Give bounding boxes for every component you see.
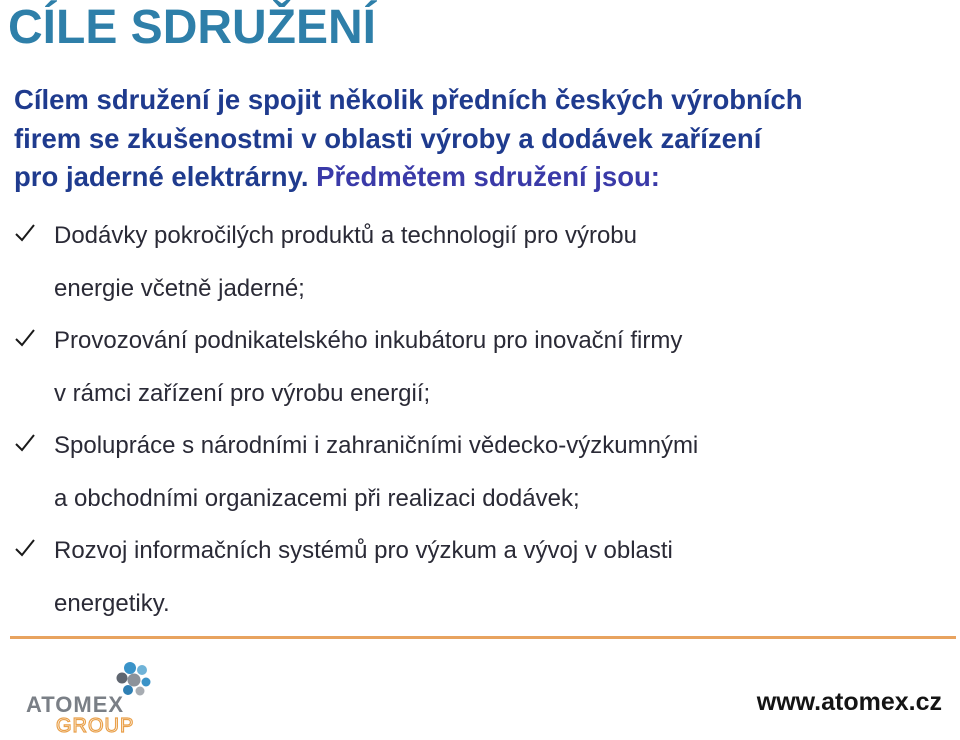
checkmark-icon bbox=[14, 222, 36, 244]
checkmark-icon bbox=[14, 537, 36, 559]
intro-line-2: firem se zkušenostmi v oblasti výroby a dodávek zařízení bbox=[14, 122, 762, 154]
list-item-line-1: Rozvoj informačních systémů pro výzkum a vývoj v oblasti bbox=[54, 537, 673, 564]
list-item-line-2: energetiky. bbox=[54, 589, 170, 617]
intro-subject-heading: Předmětem sdružení jsou: bbox=[316, 161, 660, 192]
intro-line-3 bbox=[14, 158, 954, 197]
checkmark-icon bbox=[14, 327, 36, 349]
intro-paragraph bbox=[14, 81, 954, 197]
atomex-group-logo bbox=[22, 660, 164, 734]
logo-wordmark-top: ATOMEX bbox=[26, 692, 125, 717]
list-item-line-1: Provozování podnikatelského inkubátoru pro inovační firmy bbox=[54, 327, 683, 354]
atom-icon bbox=[117, 662, 151, 696]
intro-line-1: Cílem sdružení je spojit několik předních českých výrobních bbox=[14, 84, 803, 115]
list-item-line-1: Dodávky pokročilých produktů a technologií pro výrobu bbox=[54, 222, 637, 249]
list-item-line-2: v rámci zařízení pro výrobu energií; bbox=[54, 379, 431, 407]
page-title: CÍLE SDRUŽENÍ bbox=[8, 1, 377, 54]
footer-divider bbox=[10, 636, 956, 639]
list-item-line-2: energie včetně jaderné; bbox=[54, 274, 305, 302]
website-link[interactable]: www.atomex.cz bbox=[756, 688, 942, 716]
list-item-line-2: a obchodními organizacemi při realizaci dodávek; bbox=[54, 484, 580, 512]
intro-line-3-start: pro jaderné elektrárny. bbox=[14, 161, 317, 192]
checkmark-icon bbox=[14, 432, 36, 454]
list-item-line-1: Spolupráce s národními i zahraničními vědecko-výzkumnými bbox=[54, 432, 699, 459]
logo-wordmark-bottom: GROUP bbox=[56, 715, 135, 734]
